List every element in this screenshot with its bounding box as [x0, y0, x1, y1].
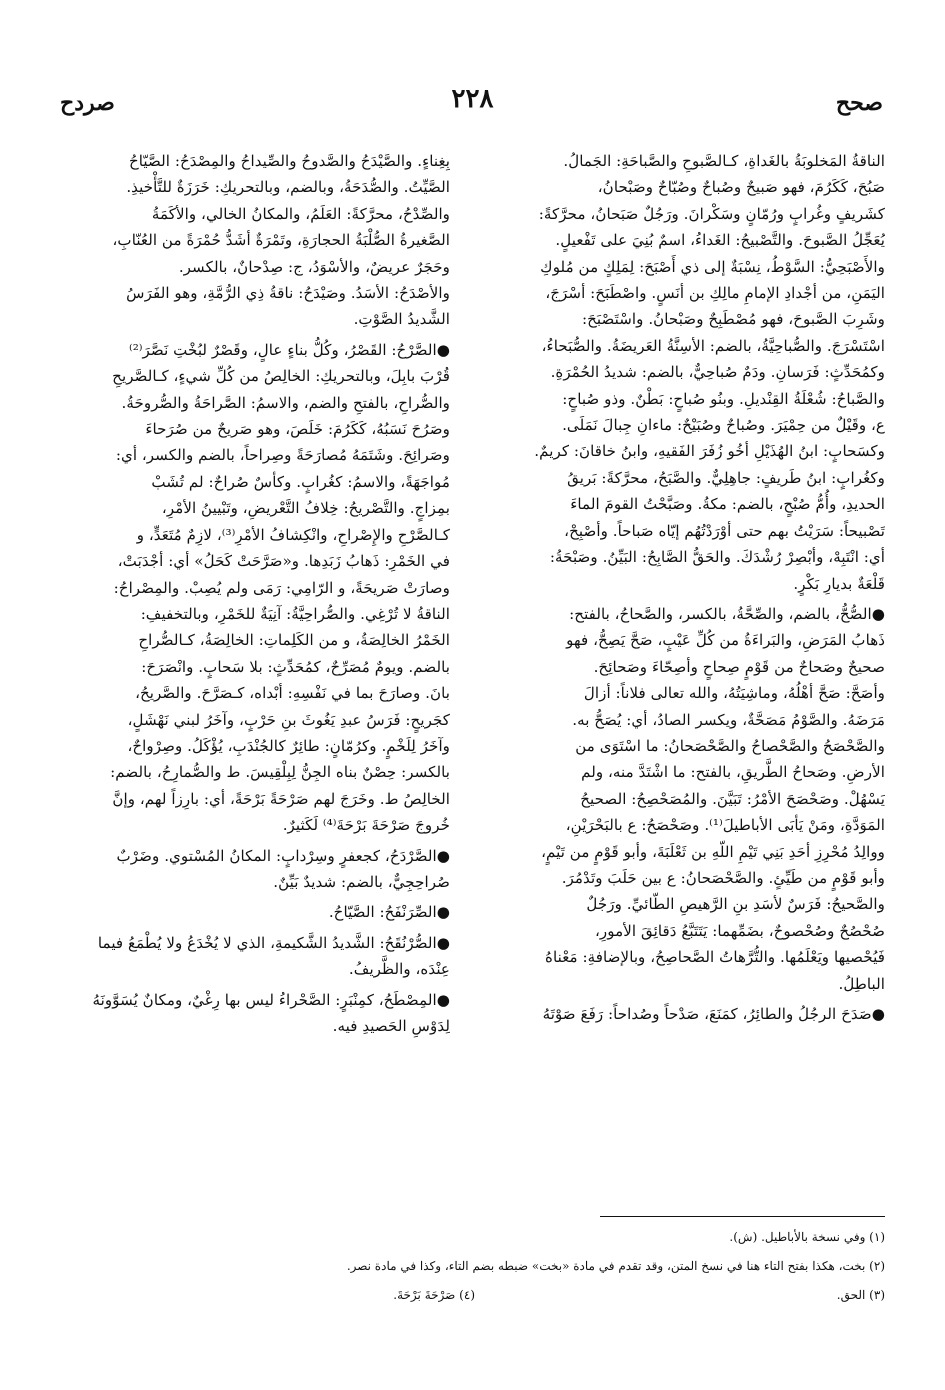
text-line: والصِّدْحُ، محرَّكةً: العَلَمُ، والمكانُ الخالي، والأكَمَةُ [151, 204, 450, 223]
right-column [490, 148, 885, 1183]
text-line: والأَصْبَحِيُّ: السَّوْطُ، نِسْبَةٌ إلى ذي أَصْبَحَ: لِمَلِكٍ من مُلوكِ [540, 257, 885, 276]
text-line: لِدَوْسِ الحَصيدِ فيه. [332, 1017, 450, 1035]
footnote-divider [600, 1216, 885, 1217]
left-column [55, 148, 450, 1183]
text-line: الصَّغيرةُ الصُّلْبَةُ الحجارَةِ، وتَمْرَةٌ أشَدُّ حُمْرَةً من العُنّابِ، [112, 231, 450, 250]
header-root-word-right: صحح [835, 90, 883, 116]
text-line: الخالِصُ ط. وخَرَجَ لهم صَرْحَةً بَرْحَةً، أي: بارِزاً لهم، وإنَّ [112, 789, 450, 808]
text-line: المَوَدَّةِ، ومَنْ يَأبَى الأباطيلَ⁽¹⁾. وصَحْصَحُ: ع بالبَحْرَيْنِ، [565, 816, 885, 835]
text-line: وشَرِبَ الصَّبوحَ، فهو مُصْطَبِحٌ وصَبْحانُ. واسْتَصْبَحَ: [581, 310, 885, 329]
footnote-1: (١) وفي نسخة بالأباطيل. (ش). [729, 1230, 885, 1244]
entry-start-line: ●المِصْطَحُ، كمِنْبَرٍ: الصَّحْراءُ ليس بها رِغْيٌ، ومكانٌ يُسَوَّونَهُ [92, 990, 450, 1009]
text-line: صَبُحَ، كَكَرُمَ، فهو صَبيحٌ وصُباحٌ وصُبّاحٌ وصَبْحانُ، [597, 178, 885, 197]
text-line: عِنْدَه، والظَّريفُ. [348, 960, 450, 979]
text-line: يَسْهُلْ. وصَحْصَحَ الأمْرُ: تَبَيَّنَ. والمُصَحْصِحُ: الصحيحُ [580, 789, 885, 808]
entry-start-line: ●صَدَحَ الرجُلُ والطائِرُ، كمَنَعَ، صَدْحاً وصُداحاً: رَفَعَ صَوْتَهُ [542, 1005, 885, 1023]
text-line: بالكسر: حِصْنٌ بناه الجِنُّ لِبِلْقِيسَ. ط والصُّمارِحُ، بالضم: [110, 763, 450, 782]
text-line: الخَمْرُ الخالِصَةُ، و من الكَلِماتِ: الخالِصَةُ، كـالصُّراحِ [138, 631, 450, 650]
text-line: في الخَمْرِ: ذَهابُ زَبَدِها. و«صَرَّحَتْ كَحَلُ» أي: أجْدَبَتْ، [117, 552, 450, 571]
footnote-4: (٤) صَرْحَةَ بَرْحَةَ. [393, 1288, 475, 1302]
text-line: تَصْبيحاً: سَرَيْتُ بهم حتى أوْرَدْتُهُم إيّاه صَباحاً. وأصْبِحْ، [564, 521, 885, 540]
text-line: والأصْدَحُ: الأسَدُ. وصَيْدَحُ: ناقةُ ذِي الرُّمَّةِ، وهو الفَرَسُ [126, 284, 450, 303]
text-line: صحيحٌ وصَحاحٌ من قَوْمٍ صِحاحٍ وأصِحّاءَ وصَحائِحَ. [593, 657, 885, 676]
text-line: وآخَرُ لِلَخْمٍ. وكرُمّانٍ: طائِرٌ كالجُنْدَبِ، يُؤْكَلُ. وصِرْواحٌ، [127, 736, 450, 755]
text-line: فَيُحْصيها ويَعْلَمُها. والتُّرَّهاتُ الصَّحاصِحُ، وبالإضافةِ: مَعْناهُ [545, 948, 885, 967]
text-line: والصَّحيحُ: فَرَسٌ لأسَدِ بنِ الرَّهيصِ الطّائيِّ. ورَجُلٌ [586, 895, 885, 914]
text-line: مُواجَهَةً، والاسمُ: كغُرابٍ. وكأسٌ صُراحٌ: لم تُشَبْ [151, 472, 450, 491]
text-line: الصَّيِّتُ. والصُّدَحَةُ، وبالضم، وبالتحريكِ: خَرَزَةٌ للتَّأْخيذِ. [126, 178, 450, 197]
text-line: صُراحِجِيٌّ، بالضم: شديدٌ بَيِّنٌ. [273, 872, 450, 891]
text-line: كشَريفٍ وغُرابٍ ورُمّانٍ وسَكْرانَ. ورَجُلٌ صَبَحانُ، محرَّكةً: [538, 204, 885, 223]
text-line: كـالصَّرْحِ والإِصْراحِ، وانْكِشافُ الأمْرِ⁽³⁾، لازِمٌ مُتَعَدٍّ، و [136, 525, 450, 544]
text-line: والصَّحْصَحُ والصَّحْصاحُ والصَّحْصَحانُ: ما اسْتَوَى من [575, 736, 885, 755]
text-line: وكغُرابٍ: ابنُ طَريفٍ: جاهِلِيٌّ. والصَّبَحُ، محرَّكةً: بَريقُ [567, 468, 885, 487]
entry-start-line: ●الصُّحُّ، بالضم، والصِّحَّةُ، بالكسر، والصَّحاحُ، بالفتح: [569, 604, 885, 623]
text-line: الشَّديدُ الصَّوْتِ. [353, 310, 450, 329]
entry-start-line: ●الصَّرْحُ: القَصْرُ، وكُلُّ بناءٍ عالٍ، وقَصْرٌ لبُخْتِ نَصَّرَ⁽²⁾ [128, 340, 450, 359]
text-line: الأرضِ. وصَحاحُ الطَّريقِ، بالفتح: ما اشْتَدَّ منه، ولم [581, 763, 885, 782]
text-line: اليَمَنِ، من أجْدادِ الإمامِ مالِكِ بن أنَسٍ. واصْطَبَحَ: أسْرَجَ، [545, 284, 885, 303]
text-line: بِغِناءٍ. والصَّيْدَحُ والصَّدوحُ والصِّيداحُ والمِصْدَحُ: الصَّيّاحُ [128, 152, 450, 170]
text-line: يُعَجِّلُ الصَّبوحَ. والتَّصْبيحُ: الغَداءُ، اسمٌ بُنِيَ على تَفْعيلٍ. [555, 231, 885, 250]
text-line: الناقةُ لا تُرْغِي. والصُّراحِيَّةُ: آنِيَةٌ للخَمْرِ، وبالتخفيفِ: [140, 604, 450, 623]
text-line: الحديدِ، وأُمُّ صُبْحٍ، بالضم: مكةُ. وصَبَّحْتُ القومَ الماءَ [570, 495, 885, 514]
text-line: وأصَحَّ: صَحَّ أهْلُهُ، وماشِيَتُهُ، والله تعالى فلاناً: أزالَ [583, 684, 885, 703]
header-root-word-left: صردح [60, 90, 115, 116]
text-line: قَلْعَةٌ بديارِ بَكْرٍ. [793, 574, 885, 593]
footnote-2: (٢) بخت، هكذا بفتح التاء هنا في نسخ المتن، وقد تقدم في مادة «بخت» ضبطه بضم التاء، وكذا في مادة نصر. [346, 1259, 885, 1273]
text-line: مَرَضَهُ. والصَّوْمُ مَصَحَّةٌ، ويكسر الصادُ، أي: يُصَحُّ به. [572, 710, 885, 729]
text-line: ووالِدُ مُحْرِزِ أحَدِ بَنِي تَيْمِ اللّهِ بن ثَعْلَبَةَ، وأبو قَوْمٍ من تَيْمٍ، [541, 842, 885, 861]
entry-start-line: ●الصُّرْنُقَحُ: الشَّديدُ الشَّكيمةِ، الذي لا يُخْدَعُ ولا يُطْمَعُ فيما [97, 933, 450, 952]
text-line: وصارَتْ صَريحَةً، و الرّامِي: رَمَى ولم يُصِبْ. والمِصْراحُ: [113, 578, 450, 597]
text-line: بمِزاجٍ. والتَّصْريحُ: خِلافُ التَّعْريضِ، وتَبْيينُ الأمْرِ، [161, 499, 450, 518]
text-line: وأبو قَوْمٍ من طَيِّئٍ. والصَّحْصَحانُ: ع بين حَلَبَ وتَدْمُرَ. [561, 868, 885, 887]
entry-start-line: ●الصِّرَنْفَحُ: الصَّيّاحُ. [328, 903, 450, 922]
text-line: صُحْصُحٌ وصُحْصوحٌ، بضَمِّهما: يَتَتَبَّعُ دَقائِقَ الأمورِ، [595, 921, 885, 940]
footnote-3: (٣) الحق. [836, 1288, 885, 1302]
text-line: ذَهابُ المَرَضِ، والبَراءَةُ من كُلِّ عَيْبٍ، صَحَّ يَصِحُّ، فهو [566, 631, 885, 650]
text-line: ع، وقَيْلٌ من حِمْيَرَ. وصُباحٌ وصُبَيْحٌ: ماءانِ جِبالَ نَمَلَى. [562, 416, 885, 435]
text-line: والصُّراحِ، بالفتحِ والضم، والاسمُ: الصَّراحَةُ والصُّروحَةُ. [121, 393, 450, 412]
text-line: وكمُحَدِّثٍ: فَرَسانِ. ودَمٌ صُباحِيٌّ، بالضم: شديدُ الحُمْرَةِ. [550, 363, 885, 382]
text-line: اسْتَسْرَجَ. والصُّباحِيَّةُ، بالضم: الأسِنَّةُ العَريضَةُ. والصُّبَحاءُ، [541, 336, 885, 355]
text-line: خُروجَ صَرْحَةَ بَرْحَةَ⁽⁴⁾ لَكَثيرٌ. [282, 816, 450, 835]
text-line: بانَ. وصارَحَ بما في نَفْسِهِ: أبْداه، كـصَرَّحَ. والصَّريحُ، [135, 684, 450, 703]
text-line: الناقةُ المَخلوبَةُ بالغَداةِ، كـالصَّبوحِ والصَّباحَةِ: الجَمالُ. [563, 152, 885, 170]
text-line: وكسَحابٍ: ابنُ الهُذَيْلِ أخُو زُفَرَ الفَقيهِ، وابنُ خاقانَ: كريمٌ. [534, 442, 885, 461]
entry-start-line: ●الصَّرْدَحُ، كجعفرٍ وسِرْدابٍ: المكانُ المُسْتوي. وضَرْبٌ [116, 846, 450, 865]
text-line: والصَّباحُ: شُعْلَةُ القِنْديلِ. وبنُو صُباحٍ: بَطْنٌ. وذو صُباحٍ: [562, 389, 885, 408]
text-line: كجَريحٍ: فَرَسُ عبدِ يَغُوثَ بنِ حَرْبٍ، وآخَرُ لبني نَهْشَلٍ، [127, 710, 450, 729]
text-line: وصَرُحَ نَسَبُهُ، كَكَرُمَ: خَلَصَ، وهو صَريحٌ من صُرَحاءَ [145, 420, 450, 439]
text-line: الباطِلُ. [838, 974, 885, 993]
text-line: أي: انْتَبِهْ، وأبْصِرْ رُشْدَكَ. والحَقُّ الصَّابِحُ: البَيِّنُ. وصَبْحَةُ: [549, 548, 885, 567]
text-line: بالضم. ويومٌ مُصَرِّحٌ، كمُحَدِّثٍ: بلا سَحابٍ. وانْصَرَحَ: [141, 657, 450, 676]
text-line: قُرْبَ بابِلَ، وبالتحريكِ: الخالِصُ من كُلِّ شيءٍ، كـالصَّريحِ [112, 367, 450, 386]
page-number: ٢٢٨ [451, 84, 494, 114]
text-line: وصَرائِحَ. وشَتَمَهُ مُصارَحَةً وصِراحاً، بالضم والكسر، أي: [115, 446, 450, 465]
text-line: وحَجَرٌ عريضٌ، والأسْوَدُ، ج: صِدْحانٌ، بالكسر. [178, 257, 450, 276]
